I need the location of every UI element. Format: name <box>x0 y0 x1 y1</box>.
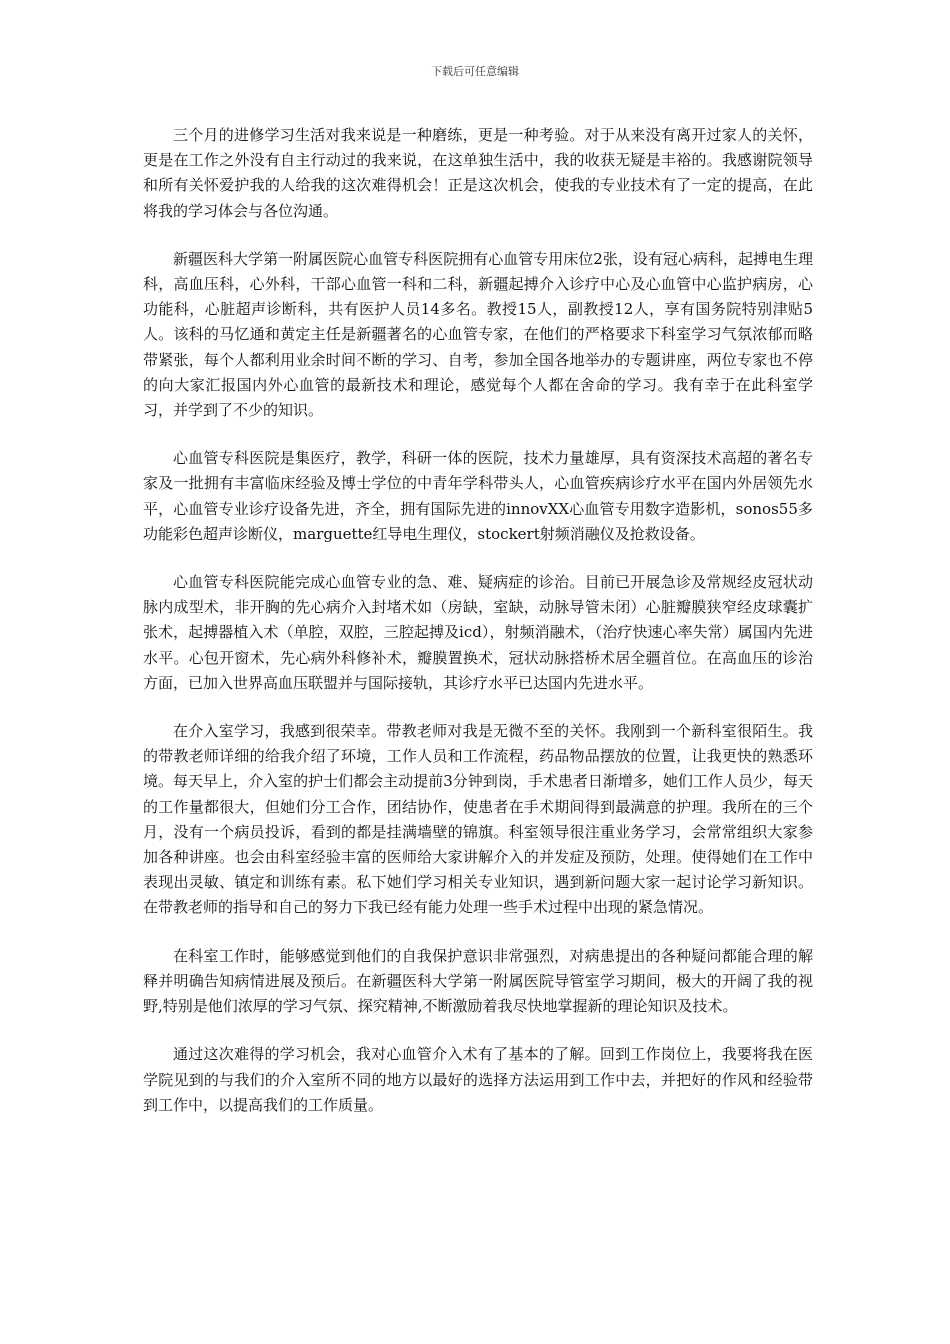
paragraph-procedures: 心血管专科医院能完成心血管专业的急、难、疑病症的诊治。目前已开展急诊及常规经皮冠状动脉内成型术，非开胸的先心病介入封堵术如（房缺，室缺，动脉导管未闭）心脏瓣膜狭窄经皮球囊扩张术，起搏器植入术（单腔，双腔，三腔起搏及icd），射频消融术，（治疗快速心率失常）属国内先进水平。心包开窗术，先心病外科修补术，瓣膜置换术，冠状动脉搭桥术居全疆首位。在高血压的诊治方面，已加入世界高血压联盟并与国际接轨，其诊疗水平已达国内先进水平。 <box>143 573 813 692</box>
paragraph-intro: 三个月的进修学习生活对我来说是一种磨练，更是一种考验。对于从来没有离开过家人的关怀，更是在工作之外没有自主行动过的我来说，在这单独生活中，我的收获无疑是丰裕的。我感谢院领导和所有关怀爱护我的人给我的这次难得机会！正是这次机会，使我的专业技术有了一定的提高，在此将我的学习体会与各位沟通。 <box>143 126 813 220</box>
paragraph-hospital-equipment: 心血管专科医院是集医疗，教学，科研一体的医院，技术力量雄厚，具有资深技术高超的著名专家及一批拥有丰富临床经验及博士学位的中青年学科带头人，心血管疾病诊疗水平在国内外居领先水平，心血管专业诊疗设备先进，齐全，拥有国际先进的innovXX心血管专用数字造影机，sonos55多功能彩色超声诊断仪，marguette红导电生理仪，stockert射频消融仪及抢救设备。 <box>143 449 813 543</box>
page-header: 下载后可任意编辑 <box>431 65 519 78</box>
paragraph-conclusion: 通过这次难得的学习机会，我对心血管介入术有了基本的了解。回到工作岗位上，我要将我在医学院见到的与我们的介入室所不同的地方以最好的选择方法运用到工作中去，并把好的作风和经验带到工作中，以提高我们的工作质量。 <box>143 1045 813 1114</box>
paragraph-hospital-overview: 新疆医科大学第一附属医院心血管专科医院拥有心血管专用床位2张，设有冠心病科，起搏电生理科，高血压科，心外科，干部心血管一科和二科，新疆起搏介入诊疗中心及心血管中心监护病房，心功能科，心脏超声诊断科，共有医护人员14多名。教授15人，副教授12人，享有国务院特别津贴5人。该科的马忆通和黄定主任是新疆著名的心血管专家，在他们的严格要求下科室学习气氛浓郁而略带紧张，每个人都利用业余时间不断的学习、自考，参加全国各地举办的专题讲座，两位专家也不停的向大家汇报国内外心血管的最新技术和理论，感觉每个人都在舍命的学习。我有幸于在此科室学习，并学到了不少的知识。 <box>143 249 813 420</box>
paragraph-department-work: 在科室工作时，能够感觉到他们的自我保护意识非常强烈，对病患提出的各种疑问都能合理的解释并明确告知病情进展及预后。在新疆医科大学第一附属医院导管室学习期间，极大的开阔了我的视野,特别是他们浓厚的学习气氛、探究精神,不断激励着我尽快地掌握新的理论知识及技术。 <box>143 946 813 1016</box>
document-body <box>143 123 813 1141</box>
paragraph-intervention-room: 在介入室学习，我感到很荣幸。带教老师对我是无微不至的关怀。我刚到一个新科室很陌生。我的带教老师详细的给我介绍了环境，工作人员和工作流程，药品物品摆放的位置，让我更快的熟悉环境。每天早上，介入室的护士们都会主动提前3分钟到岗，手术患者日渐增多，她们工作人员少，每天的工作量都很大，但她们分工合作，团结协作，使患者在手术期间得到最满意的护理。我所在的三个月，没有一个病员投诉，看到的都是挂满墙壁的锦旗。科室领导很注重业务学习，会常常组织大家参加各种讲座。也会由科室经验丰富的医师给大家讲解介入的并发症及预防，处理。使得她们在工作中表现出灵敏、镇定和训练有素。私下她们学习相关专业知识，遇到新问题大家一起讨论学习新知识。在带教老师的指导和自己的努力下我已经有能力处理一些手术过程中出现的紧急情况。 <box>143 722 813 917</box>
